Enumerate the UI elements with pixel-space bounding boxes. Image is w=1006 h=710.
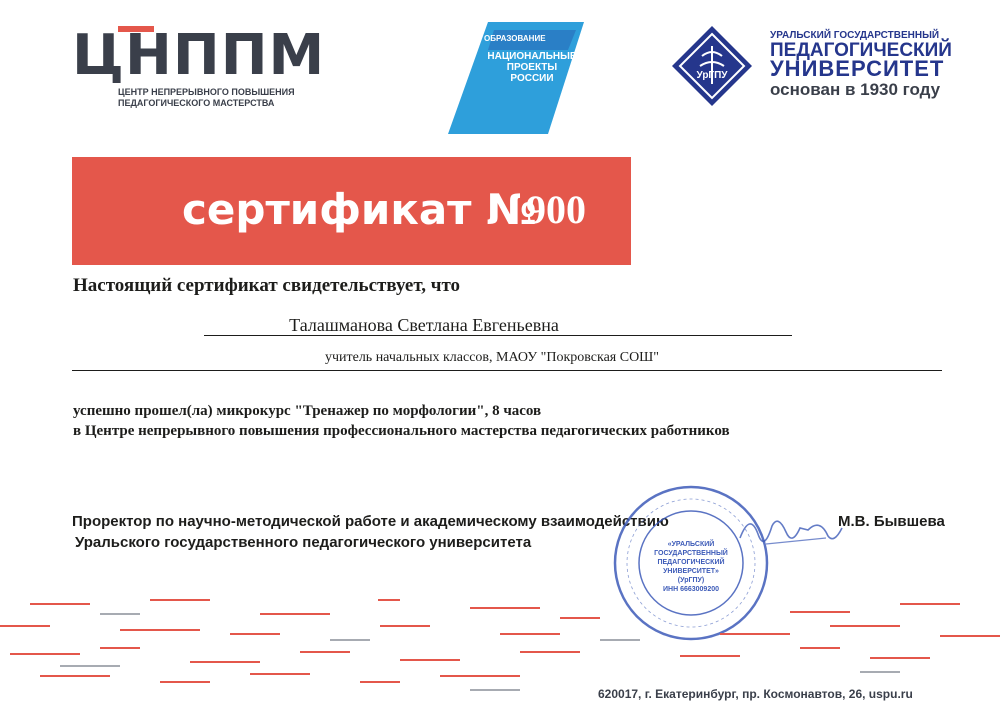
certificate-label: сертификат №	[182, 185, 537, 234]
recipient-role-underline	[72, 370, 942, 371]
stamp-line1: «УРАЛЬСКИЙ	[667, 541, 715, 548]
uspu-logo-line2: ПЕДАГОГИЧЕСКИЙ	[770, 40, 952, 61]
stamp-line5: (УрГПУ)	[677, 577, 705, 584]
stamp-line3: ПЕДАГОГИЧЕСКИЙ	[657, 559, 725, 566]
uspu-logo-line4: основан в 1930 году	[770, 80, 941, 99]
recipient-name-underline	[204, 335, 792, 336]
course-line-2: в Центре непрерывного повышения профессионального мастерства педагогических работников	[73, 423, 730, 439]
stamp-line2: ГОСУДАРСТВЕННЫЙ	[654, 550, 728, 557]
footer-address: 620017, г. Екатеринбург, пр. Космонавтов, 26, uspu.ru	[598, 687, 913, 701]
national-projects-line1: НАЦИОНАЛЬНЫЕ	[487, 51, 577, 62]
cnppm-logo-subtitle	[118, 87, 318, 109]
uspu-logo-line3: УНИВЕРСИТЕТ	[770, 56, 945, 81]
signer-title-line1: Проректор по научно-методической работе и академическому взаимодействию	[72, 513, 669, 530]
national-projects-line2: ПРОЕКТЫ	[506, 62, 558, 73]
uspu-emblem-icon	[672, 26, 752, 106]
stamp-line4: УНИВЕРСИТЕТ»	[663, 568, 719, 575]
course-line-1: успешно прошел(ла) микрокурс "Тренажер по морфологии", 8 часов	[73, 403, 542, 419]
stamp-line6: ИНН 6663009200	[662, 586, 720, 593]
national-projects-top-label: ОБРАЗОВАНИЕ	[484, 34, 546, 43]
cnppm-logo: ЦНППМ	[72, 23, 326, 88]
national-projects-line3: РОССИИ	[510, 73, 554, 84]
certificate-intro: Настоящий сертификат свидетельствует, что	[73, 275, 461, 296]
certificate-number: 900	[526, 187, 586, 232]
decorative-dash-pattern	[0, 590, 1006, 700]
recipient-name: Талашманова Светлана Евгеньевна	[289, 315, 559, 335]
signer-title-line2: Уральского государственного педагогического университета	[75, 534, 532, 551]
uspu-emblem-text: УрГПУ	[696, 70, 728, 81]
cnppm-subtitle-line2: ПЕДАГОГИЧЕСКОГО МАСТЕРСТВА	[118, 98, 275, 108]
uspu-logo-line1: УРАЛЬСКИЙ ГОСУДАРСТВЕННЫЙ	[770, 30, 940, 41]
recipient-role: учитель начальных классов, МАОУ "Покровская СОШ"	[324, 350, 660, 365]
signer-name: М.В. Бывшева	[838, 513, 945, 530]
handwritten-signature-icon	[736, 508, 846, 558]
stamp-text	[646, 540, 736, 594]
national-projects-title	[484, 51, 580, 84]
cnppm-subtitle-line1: ЦЕНТР НЕПРЕРЫВНОГО ПОВЫШЕНИЯ	[118, 87, 295, 97]
